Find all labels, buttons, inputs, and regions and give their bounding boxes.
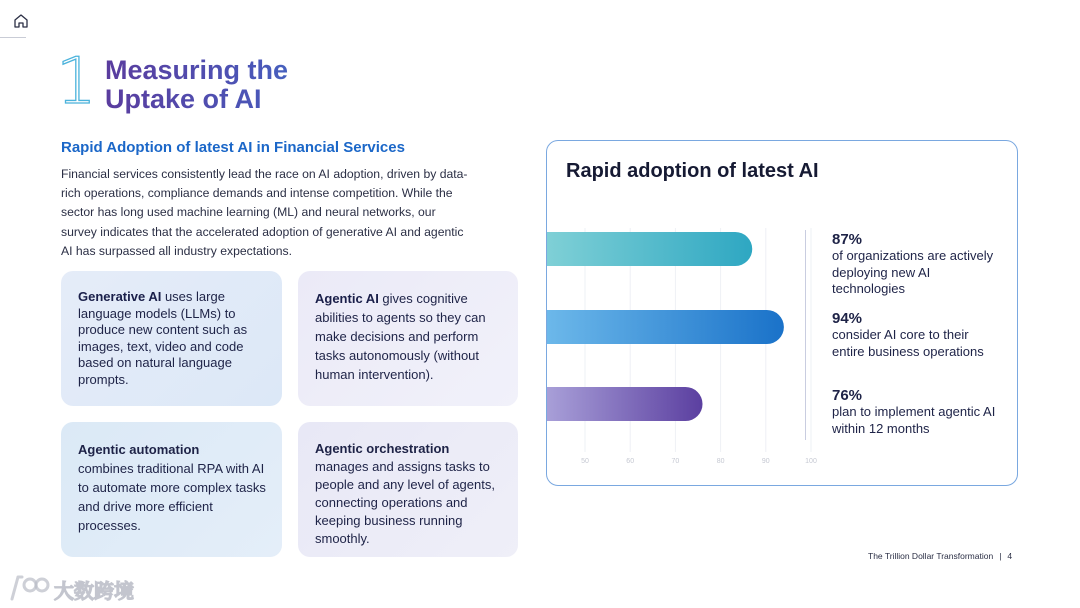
x-tick-label: 60 <box>626 458 635 465</box>
page-title-line-1: Measuring the <box>105 55 289 85</box>
stat-deploying <box>832 231 1002 298</box>
card-title: Agentic automation <box>78 442 200 457</box>
bar-chart <box>547 220 827 470</box>
stat-text: consider AI core to their entire business operations <box>832 327 984 359</box>
stat-value: 76% <box>832 387 863 404</box>
x-tick-label: 100 <box>805 458 817 465</box>
chart-title: Rapid adoption of latest AI <box>566 160 819 182</box>
stat-core <box>832 310 1002 360</box>
stat-agentic <box>832 387 1002 437</box>
page-title-line-2: Uptake of AI <box>105 84 262 114</box>
x-tick-label: 70 <box>671 458 680 465</box>
footer-separator: | <box>999 551 1002 561</box>
bar <box>547 387 703 421</box>
stat-value: 94% <box>832 310 863 327</box>
card-text: manages and assigns tasks to people and any level of agents, connecting operations and keeping business running smoothly. <box>315 459 495 546</box>
x-tick-label: 50 <box>581 458 589 465</box>
card-title: Agentic orchestration <box>315 441 450 456</box>
card-text: combines traditional RPA with AI to automate more complex tasks and drive more efficient processes. <box>78 461 266 533</box>
card-title: Agentic AI <box>315 291 379 306</box>
card-agentic-orchestration <box>298 422 518 557</box>
watermark <box>8 571 148 605</box>
page-number: 4 <box>1007 551 1013 561</box>
stat-text: plan to implement agentic AI within 12 months <box>832 404 996 436</box>
stat-value: 87% <box>832 231 863 248</box>
card-title: Generative AI <box>78 289 162 304</box>
card-text: uses large language models (LLMs) to produce new content such as images, text, video and code based on natural language prompts. <box>78 289 248 387</box>
chart-divider <box>805 230 806 440</box>
bar <box>547 232 752 266</box>
footer <box>868 551 1012 561</box>
footer-report-title: The Trillion Dollar Transformation <box>868 551 994 561</box>
x-tick-label: 80 <box>716 458 725 465</box>
card-agentic-automation <box>61 422 282 557</box>
card-generative-ai <box>61 271 282 406</box>
intro-paragraph: Financial services consistently lead the race on AI adoption, driven by data-rich operations, compliance demands and intense competition. While the sector has long used machine learning (ML) and neural networks, our survey indicates that the accelerated adoption of generative AI and agentic AI has surpassed all industry expectations. <box>61 167 468 258</box>
x-tick-label: 90 <box>761 458 770 465</box>
card-text: gives cognitive abilities to agents so they can make decisions and perform tasks autonomously (without human intervention). <box>315 291 486 382</box>
stat-text: of organizations are actively deploying new AI technologies <box>832 248 994 296</box>
page-title <box>105 56 365 114</box>
section-number: 1 <box>56 45 97 119</box>
watermark-logo-icon <box>8 573 52 603</box>
header-divider <box>0 37 26 38</box>
bar <box>547 310 784 344</box>
home-icon[interactable] <box>12 12 30 30</box>
card-agentic-ai <box>298 271 518 406</box>
watermark-text: 大数跨境 <box>54 579 134 603</box>
section-heading: Rapid Adoption of latest AI in Financial Services <box>61 139 405 156</box>
